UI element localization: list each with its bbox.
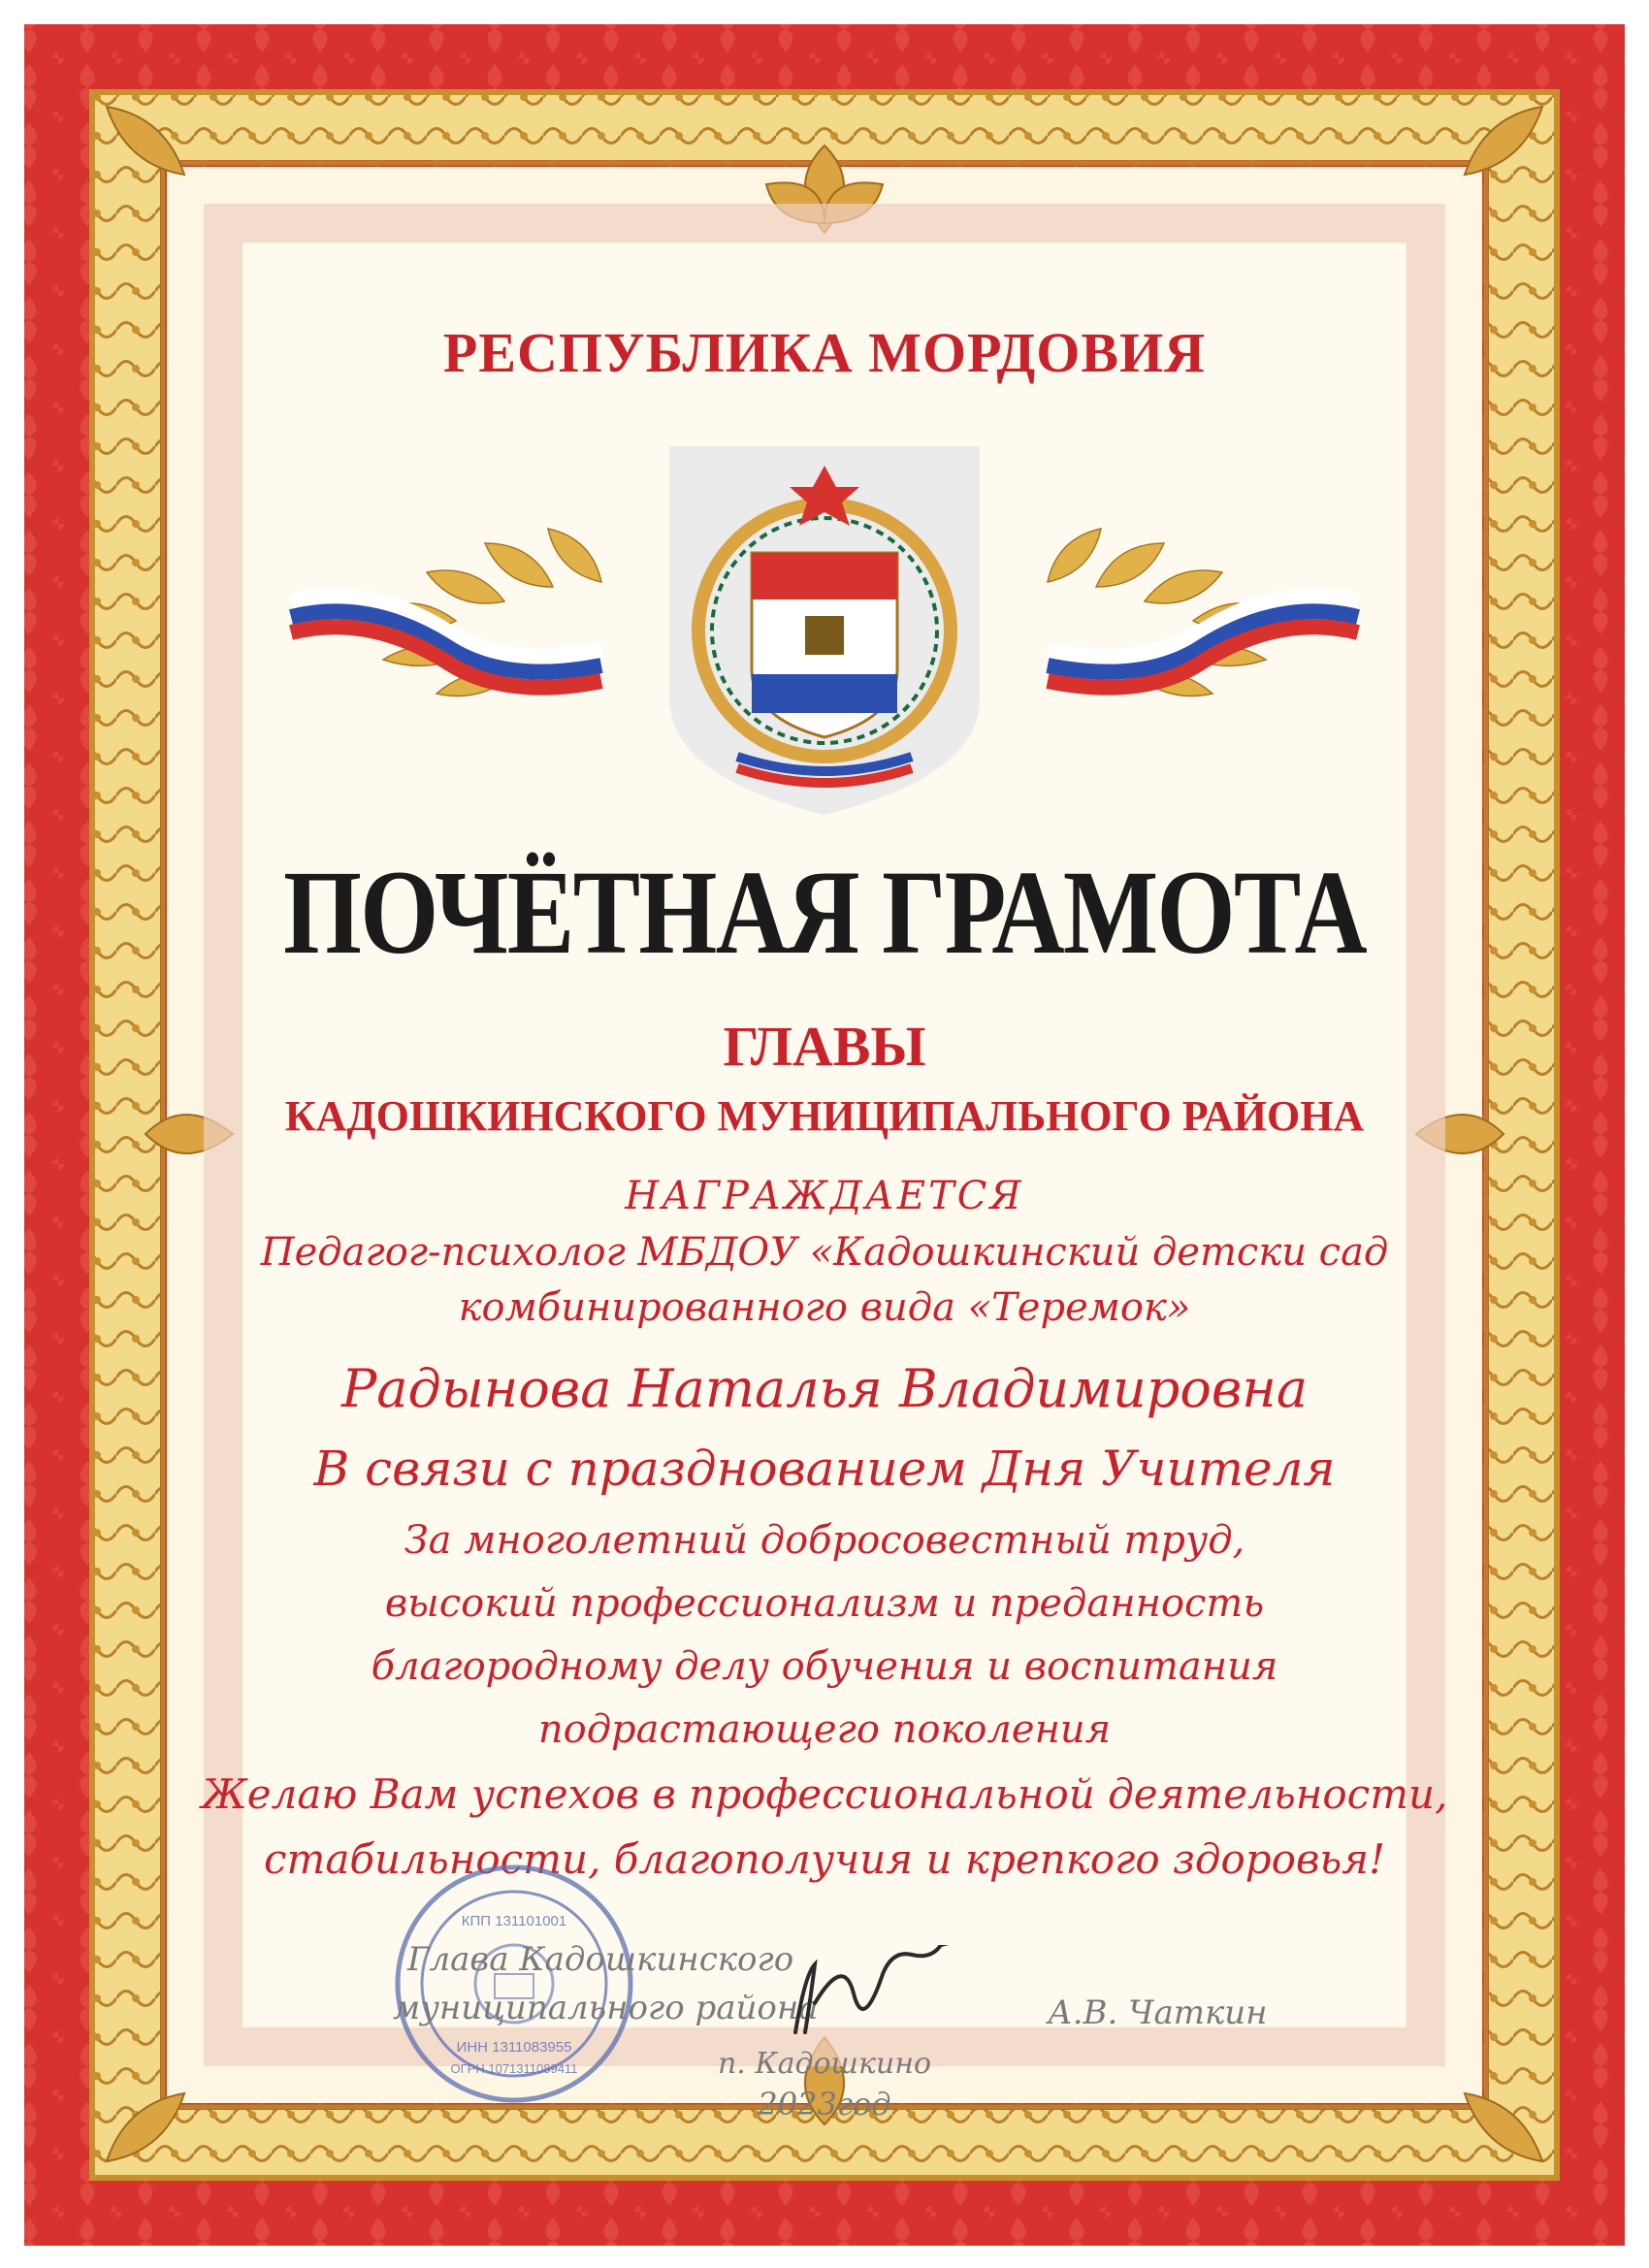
position-line-2: комбинированного вида «Теремок»: [458, 1285, 1191, 1330]
republic-heading: РЕСПУБЛИКА МОРДОВИЯ: [442, 321, 1207, 384]
certificate-title: ПОЧЁТНАЯ ГРАМОТА: [282, 846, 1367, 979]
coat-of-arms-emblem: [0, 427, 1649, 834]
stamp-inn: ИНН 1311083955: [456, 2039, 572, 2056]
merit-line-3: благородному делу обучения и воспитания: [371, 1644, 1278, 1689]
recipient-name: Радынова Наталья Владимировна: [340, 1358, 1309, 1419]
stamp-kpp: КПП 131101001: [461, 1913, 567, 1929]
merit-line-1: За многолетний добросовестный труд,: [404, 1518, 1245, 1563]
stamp-ogrn: ОГРН 1071311089411: [450, 2061, 578, 2076]
issuer-line-1: ГЛАВЫ: [723, 1015, 926, 1078]
merit-line-4: подрастающего поколения: [537, 1707, 1112, 1752]
wish-line-2: стабильности, благополучия и крепкого здоровья!: [264, 1835, 1385, 1883]
coat-of-arms-icon: [0, 427, 1649, 834]
merit-line-2: высокий профессионализм и преданность: [384, 1581, 1265, 1626]
issue-year: 2023год: [758, 2086, 891, 2122]
position-line-1: Педагог-психолог МБДОУ «Кадошкинский детски сад: [260, 1230, 1389, 1275]
occasion-line: В связи с празднованием Дня Учителя: [313, 1441, 1336, 1497]
signer-role-line-1: Глава Кадошкинского: [407, 1940, 794, 1979]
awarded-label: НАГРАЖДАЕТСЯ: [625, 1174, 1024, 1218]
issue-place: п. Кадошкино: [717, 2047, 932, 2081]
signer-name: А.В. Чаткин: [1048, 1993, 1268, 2032]
wish-line-1: Желаю Вам успехов в профессиональной деятельности,: [201, 1770, 1448, 1818]
issuer-line-2: КАДОШКИНСКОГО МУНИЦИПАЛЬНОГО РАЙОНА: [284, 1092, 1365, 1140]
signer-role-line-2: муниципального района: [393, 1989, 819, 2027]
